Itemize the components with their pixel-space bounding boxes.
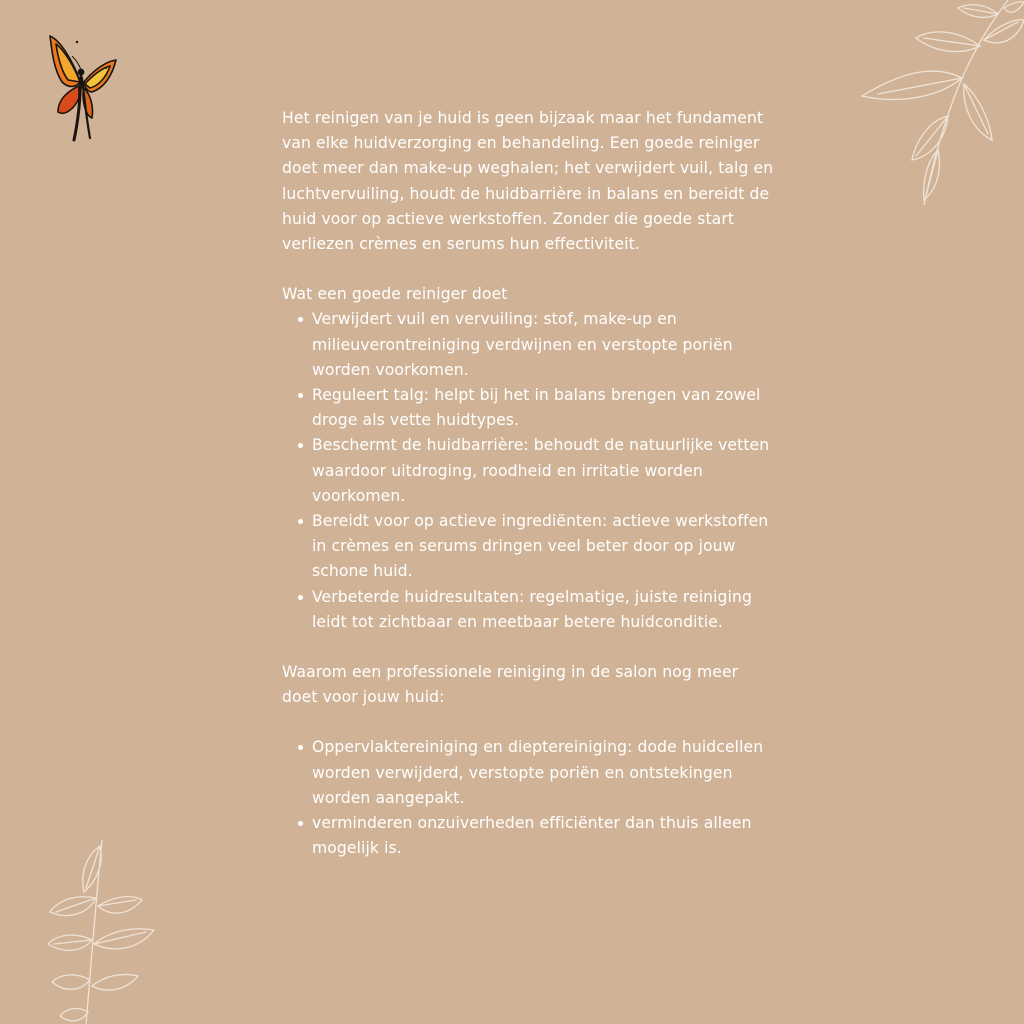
- list-item: Beschermt de huidbarrière: behoudt de natuurlijke vetten waardoor uitdroging, roodheid en irritatie worden voorkomen.: [312, 433, 774, 509]
- spacer: [282, 710, 774, 735]
- list-item: Oppervlaktereiniging en dieptereiniging: dode huidcellen worden verwijderd, verstopte poriën en ontstekingen worden aangepakt.: [312, 735, 774, 811]
- section-heading: Wat een goede reiniger doet: [282, 285, 508, 304]
- leaf-branch-icon: [46, 840, 156, 1024]
- list-item: Verwijdert vuil en vervuiling: stof, make-up en milieuverontreiniging verdwijnen en verstopte poriën worden voorkomen.: [312, 307, 774, 383]
- benefits-list: [282, 307, 774, 635]
- spacer: [282, 635, 774, 660]
- salon-benefits-list: [282, 735, 774, 861]
- article-body: [282, 106, 774, 861]
- section-heading: Waarom een professionele reiniging in de salon nog meer doet voor jouw huid:: [282, 663, 739, 707]
- list-item: Bereidt voor op actieve ingrediënten: actieve werkstoffen in crèmes en serums dringen veel beter door op jouw schone huid.: [312, 509, 774, 585]
- list-item: Verbeterde huidresultaten: regelmatige, juiste reiniging leidt tot zichtbaar en meetbaar betere huidconditie.: [312, 585, 774, 635]
- butterfly-icon: [46, 32, 118, 144]
- intro-paragraph: Het reinigen van je huid is geen bijzaak maar het fundament van elke huidverzorging en behandeling. Een goede reiniger doet meer dan make-up weghalen; het verwijdert vuil, talg en luchtvervuiling, houdt de huidbarrière in balans en bereidt de huid voor op actieve werkstoffen. Zonder die goede start verliezen crèmes en serums hun effectiviteit.: [282, 109, 774, 254]
- leaf-branch-icon: [858, 0, 1024, 205]
- spacer: [282, 257, 774, 282]
- list-item: verminderen onzuiverheden efficiënter dan thuis alleen mogelijk is.: [312, 811, 774, 861]
- list-item: Reguleert talg: helpt bij het in balans brengen van zowel droge als vette huidtypes.: [312, 383, 774, 433]
